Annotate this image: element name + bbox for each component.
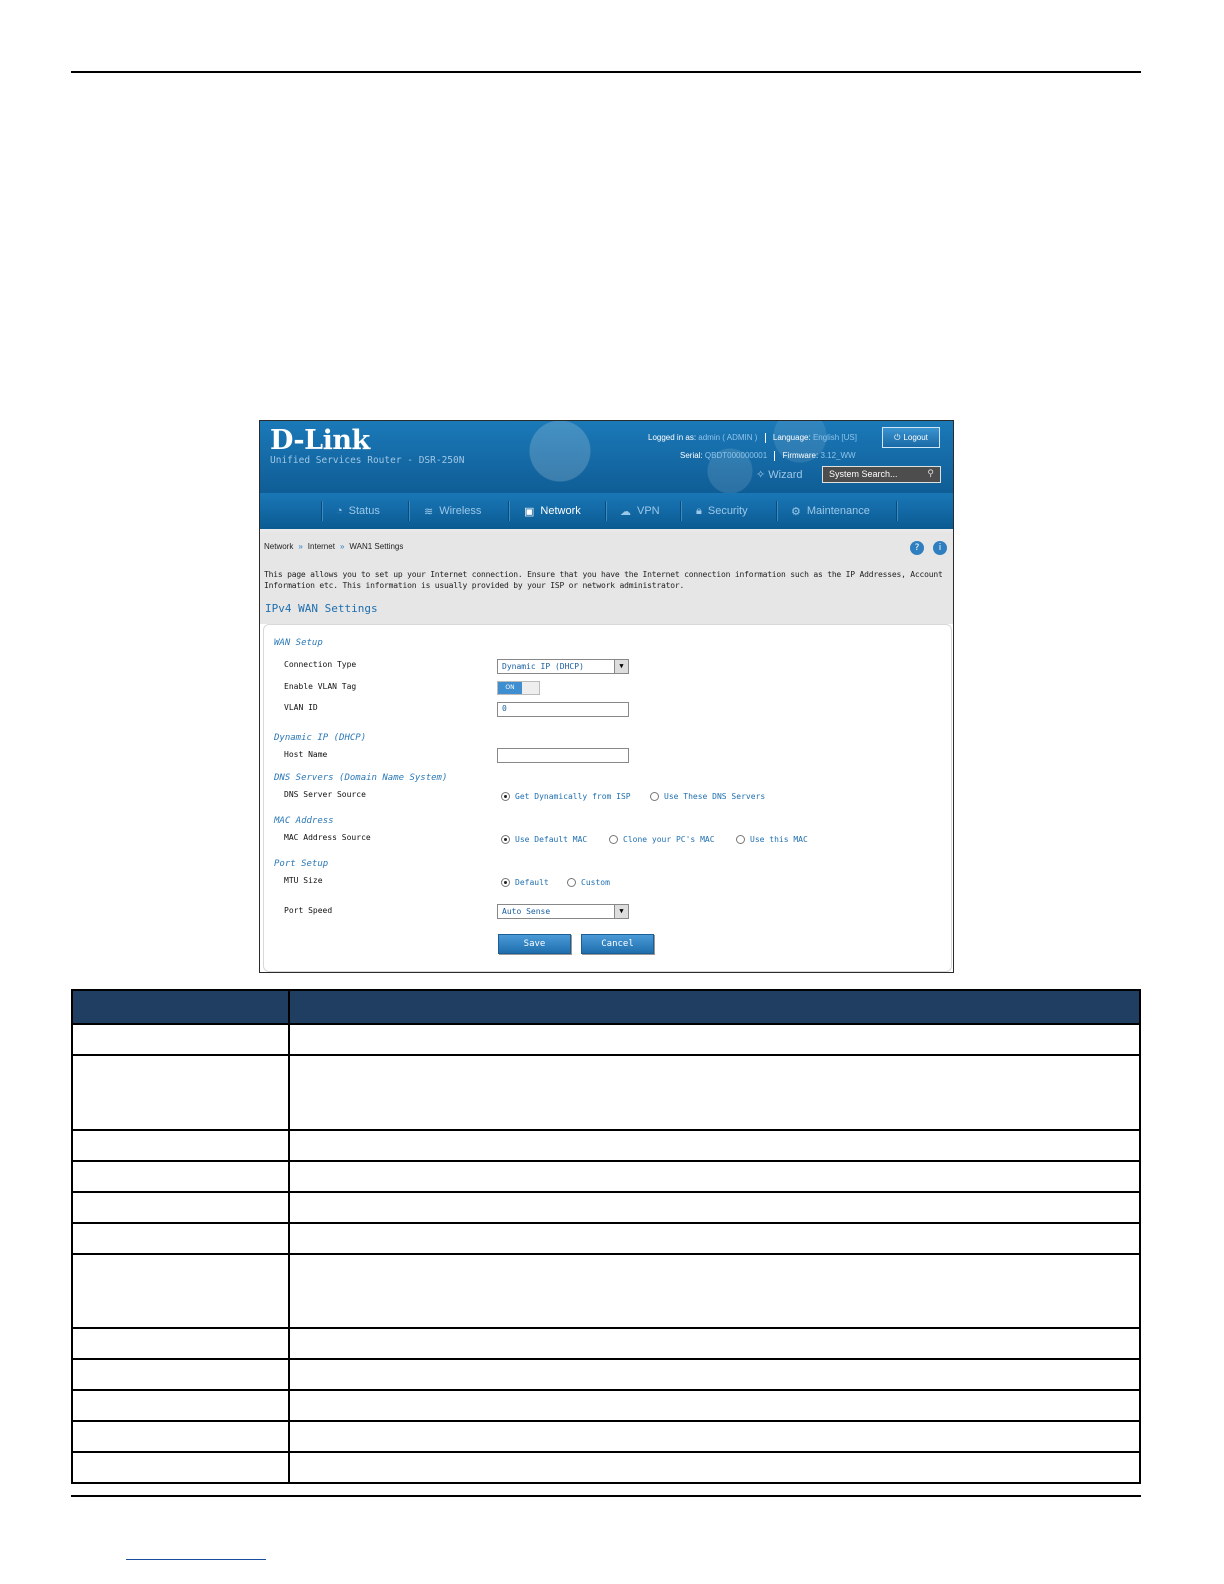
power-icon: ⏻: [894, 432, 901, 442]
section-dns: DNS Servers (Domain Name System): [274, 773, 448, 783]
connection-type-select[interactable]: Dynamic IP (DHCP) ▼: [497, 659, 629, 674]
breadcrumb-network[interactable]: Network: [264, 542, 294, 551]
section-wan-setup: WAN Setup: [274, 638, 323, 648]
table-header-row: [72, 990, 1140, 1024]
table-row: [72, 1254, 1140, 1328]
host-name-input[interactable]: [497, 748, 629, 763]
wifi-icon: ≋: [424, 505, 434, 518]
table-row: [72, 1024, 1140, 1055]
table-row: [72, 1452, 1140, 1483]
port-speed-label: Port Speed: [284, 906, 333, 915]
gear-icon: ⚙: [791, 505, 801, 518]
mac-source-label: MAC Address Source: [284, 833, 371, 842]
nav-status[interactable]: ◔ Status: [336, 505, 380, 517]
logged-in-user: admin ( ADMIN ): [698, 433, 758, 443]
nav-network[interactable]: ▣ Network: [524, 505, 581, 518]
page-title: IPv4 WAN Settings: [265, 602, 378, 615]
table-row: [72, 1359, 1140, 1390]
wand-icon: ✧: [756, 469, 766, 481]
section-dhcp: Dynamic IP (DHCP): [274, 733, 367, 743]
connection-type-label: Connection Type: [284, 660, 357, 669]
bottom-rule: [71, 1495, 1141, 1497]
product-subtitle: Unified Services Router - DSR-250N: [270, 455, 465, 466]
vlan-id-label: VLAN ID: [284, 703, 318, 712]
system-search-input[interactable]: System Search... ⚲: [822, 466, 941, 483]
cloud-icon: ☁: [620, 505, 631, 518]
description-table: [71, 989, 1141, 1484]
mac-radio-default[interactable]: Use Default MAC: [501, 835, 587, 844]
chevron-down-icon: ▼: [614, 905, 628, 918]
host-name-label: Host Name: [284, 750, 328, 759]
nav-maintenance[interactable]: ⚙ Maintenance: [791, 505, 870, 518]
wizard-link[interactable]: ✧ Wizard: [756, 469, 803, 481]
section-mac: MAC Address: [274, 816, 334, 826]
table-row: [72, 1055, 1140, 1130]
dns-radio-custom[interactable]: Use These DNS Servers: [650, 792, 765, 801]
footer-link-underline: [126, 1559, 266, 1560]
port-speed-select[interactable]: Auto Sense ▼: [497, 904, 629, 919]
section-port: Port Setup: [274, 859, 329, 869]
cancel-button[interactable]: Cancel: [581, 934, 654, 954]
table-row: [72, 1421, 1140, 1452]
dlink-logo: D-Link: [270, 425, 370, 456]
main-nav: [260, 493, 953, 532]
login-info: Logged in as: admin ( ADMIN ) Language: English [US]: [648, 433, 857, 443]
router-screenshot: [259, 420, 954, 973]
logout-button[interactable]: ⏻ Logout: [882, 427, 940, 448]
mtu-label: MTU Size: [284, 876, 323, 885]
language-link[interactable]: English [US]: [812, 433, 857, 443]
monitor-icon: ▣: [524, 505, 535, 518]
nav-security[interactable]: 🔒︎ Security: [696, 504, 748, 517]
vlan-tag-label: Enable VLAN Tag: [284, 682, 357, 691]
table-row: [72, 1328, 1140, 1359]
help-icon[interactable]: ?: [910, 541, 924, 555]
save-button[interactable]: Save: [498, 934, 571, 954]
table-row: [72, 1192, 1140, 1223]
mac-radio-custom[interactable]: Use this MAC: [736, 835, 808, 844]
vlan-id-input[interactable]: 0: [497, 702, 629, 717]
firmware-value: 3.12_WW: [820, 451, 856, 461]
info-icon[interactable]: i: [933, 541, 947, 555]
table-row: [72, 1390, 1140, 1421]
table-row: [72, 1130, 1140, 1161]
nav-vpn[interactable]: ☁ VPN: [620, 505, 660, 518]
intro-text: This page allows you to set up your Internet connection. Ensure that you have the Internet connection information such as the IP Addresses, Account Information etc. This information is usually provided by your ISP or network administrator.: [264, 570, 943, 590]
table-row: [72, 1161, 1140, 1192]
table-row: [72, 1223, 1140, 1254]
mtu-radio-default[interactable]: Default: [501, 878, 549, 887]
mtu-radio-custom[interactable]: Custom: [567, 878, 610, 887]
device-info: Serial: QBDT000000001 Firmware: 3.12_WW: [680, 451, 856, 461]
vlan-tag-toggle[interactable]: ON: [497, 681, 540, 695]
nav-wireless[interactable]: ≋ Wireless: [424, 505, 482, 518]
search-icon: ⚲: [927, 468, 934, 478]
gauge-icon: ◔: [336, 505, 343, 517]
breadcrumb-internet[interactable]: Internet: [307, 542, 335, 551]
top-rule: [71, 71, 1141, 73]
header-banner: [260, 421, 953, 493]
dns-source-label: DNS Server Source: [284, 790, 366, 799]
lock-icon: 🔒︎: [696, 504, 702, 517]
chevron-down-icon: ▼: [614, 660, 628, 673]
breadcrumb-wan1: WAN1 Settings: [349, 542, 404, 551]
breadcrumb: Network » Internet » WAN1 Settings: [264, 542, 404, 551]
serial-value: QBDT000000001: [704, 451, 768, 461]
dns-radio-dynamic[interactable]: Get Dynamically from ISP: [501, 792, 631, 801]
mac-radio-clone[interactable]: Clone your PC's MAC: [609, 835, 715, 844]
